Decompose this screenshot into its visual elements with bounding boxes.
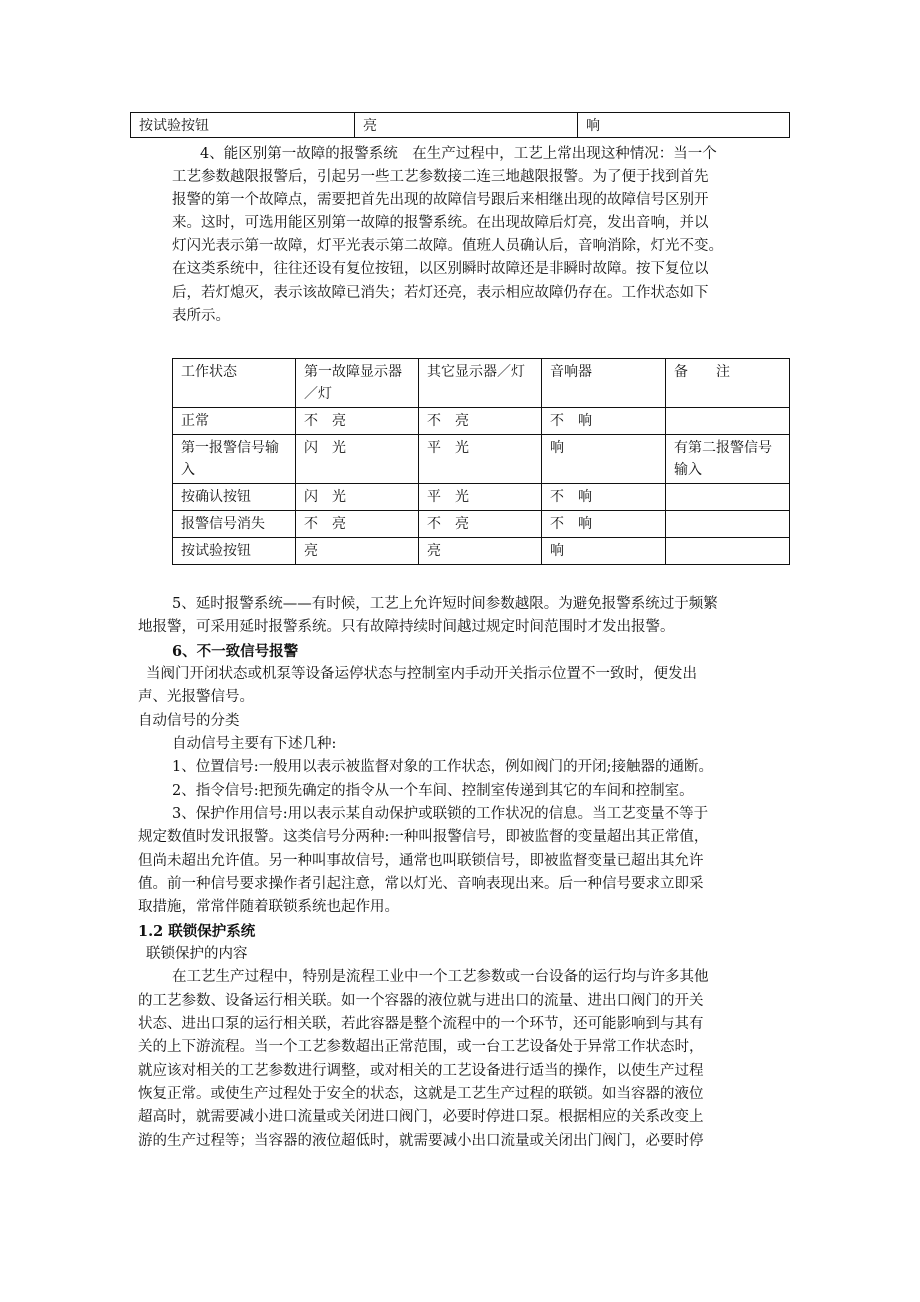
table-cell: 不 亮: [296, 408, 419, 435]
para4-line: 后，若灯熄灭，表示该故障已消失；若灯还亮，表示相应故障仍存在。工作状态如下: [172, 285, 709, 301]
table-row: [173, 511, 790, 538]
table-cell: 不 响: [542, 511, 666, 538]
heading-6: 6、不一致信号报警: [172, 643, 299, 660]
table-cell: 亮: [419, 538, 542, 565]
para5-line: 5、延时报警系统——有时候，工艺上允许短时间参数越限。为避免报警系统过于频繁: [172, 596, 718, 612]
auto-signal-intro: 自动信号主要有下述几种:: [172, 736, 337, 752]
table-row: [173, 484, 790, 511]
table-cell: [666, 408, 790, 435]
table-cell: 响: [578, 113, 790, 138]
para4-line: 灯闪光表示第一故障，灯平光表示第二故障。值班人员确认后，音响消除，灯光不变。: [172, 238, 723, 254]
table-cell: 亮: [355, 113, 578, 138]
para-last-line: 游的生产过程等；当容器的液位超低时，就需要减小出口流量或关闭出门阀门，必要时停: [138, 1133, 704, 1149]
item3-line: 3、保护作用信号:用以表示某自动保护或联锁的工作状况的信息。当工艺变量不等于: [172, 806, 709, 822]
table-cell: 按试验按钮: [131, 113, 355, 138]
table-cell: [666, 538, 790, 565]
item3-line: 值。前一种信号要求操作者引起注意，常以灯光、音响表现出来。后一种信号要求立即采: [138, 876, 704, 892]
table-row: [173, 408, 790, 435]
header-cell: 备 注: [666, 359, 790, 408]
table-cell: 报警信号消失: [173, 511, 296, 538]
table-cell: 正常: [173, 408, 296, 435]
table-cell: 不 亮: [296, 511, 419, 538]
para-last-line: 恢复正常。或使生产过程处于安全的状态，这就是工艺生产过程的联锁。如当容器的液位: [138, 1086, 704, 1102]
table-cell: 按试验按钮: [173, 538, 296, 565]
table-cell: 闪 光: [296, 435, 419, 484]
para5-line: 地报警，可采用延时报警系统。只有故障持续时间越过规定时间范围时才发出报警。: [138, 619, 675, 635]
sub-heading: 联锁保护的内容: [146, 946, 248, 962]
para-last-line: 超高时，就需要减小进口流量或关闭进口阀门，必要时停进口泵。根据相应的关系改变上: [138, 1109, 704, 1125]
item3-line: 但尚未超出允许值。另一种叫事故信号，通常也叫联锁信号，即被监督变量已超出其允许: [138, 853, 704, 869]
header-cell: 音响器: [542, 359, 666, 408]
table-cell: [666, 484, 790, 511]
table-cell: 有第二报警信号输入: [666, 435, 790, 484]
table-cell: 平 光: [419, 435, 542, 484]
table-cell: 亮: [296, 538, 419, 565]
item3-line: 规定数值时发讯报警。这类信号分两种:一种叫报警信号，即被监督的变量超出其正常值，: [138, 829, 709, 845]
table-cell: 按确认按钮: [173, 484, 296, 511]
para4-line: 来。这时，可选用能区别第一故障的报警系统。在出现故障后灯亮，发出音响，并以: [172, 215, 709, 231]
table-cell: 平 光: [419, 484, 542, 511]
top-table: [130, 112, 790, 138]
header-cell: 第一故障显示器／灯: [296, 359, 419, 408]
table-cell: 不 响: [542, 484, 666, 511]
section-heading: 1.2 联锁保护系统: [138, 923, 256, 940]
table-cell: 响: [542, 435, 666, 484]
para4-line: 在这类系统中，往往还设有复位按钮，以区别瞬时故障还是非瞬时故障。按下复位以: [172, 261, 709, 277]
item3-line: 取措施，常常伴随着联锁系统也起作用。: [138, 899, 399, 915]
list-item: 1、位置信号:一般用以表示被监督对象的工作状态，例如阀门的开闭;接触器的通断。: [172, 759, 713, 775]
table-cell: 第一报警信号输入: [173, 435, 296, 484]
para6-line: 声、光报警信号。: [138, 689, 254, 705]
table-row: [131, 113, 790, 138]
table-row: [173, 538, 790, 565]
para-last-line: 就应该对相关的工艺参数进行调整，或对相关的工艺设备进行适当的操作，以使生产过程: [138, 1063, 704, 1079]
table-cell: 不 响: [542, 408, 666, 435]
state-table: [172, 358, 790, 565]
para-last-line: 在工艺生产过程中，特别是流程工业中一个工艺参数或一台设备的运行均与许多其他: [172, 969, 709, 985]
para-last-line: 关的上下游流程。当一个工艺参数超出正常范围，或一台工艺设备处于异常工作状态时，: [138, 1039, 704, 1055]
table-cell: 闪 光: [296, 484, 419, 511]
para4-line: 报警的第一个故障点，需要把首先出现的故障信号跟后来相继出现的故障信号区别开: [172, 192, 709, 208]
para4-line: 工艺参数越限报警后，引起另一些工艺参数接二连三地越限报警。为了便于找到首先: [172, 169, 709, 185]
header-cell: 其它显示器／灯: [419, 359, 542, 408]
para-last-line: 的工艺参数、设备运行相关联。如一个容器的液位就与进出口的流量、进出口阀门的开关: [138, 993, 704, 1009]
para4-line: 表所示。: [172, 308, 230, 324]
table-row: [173, 435, 790, 484]
table-header-row: [173, 359, 790, 408]
para4-line: 4、能区别第一故障的报警系统 在生产过程中，工艺上常出现这种情况：当一个: [200, 146, 717, 162]
list-item: 2、指令信号:把预先确定的指令从一个车间、控制室传递到其它的车间和控制室。: [172, 783, 694, 799]
para-last-line: 状态、进出口泵的运行相关联，若此容器是整个流程中的一个环节，还可能影响到与其有: [138, 1016, 704, 1032]
auto-signal-heading: 自动信号的分类: [138, 713, 240, 729]
table-cell: 不 亮: [419, 408, 542, 435]
table-cell: 响: [542, 538, 666, 565]
para6-line: 当阀门开闭状态或机泵等设备运停状态与控制室内手动开关指示位置不一致时，便发出: [146, 666, 697, 682]
table-cell: [666, 511, 790, 538]
table-cell: 不 亮: [419, 511, 542, 538]
header-cell: 工作状态: [173, 359, 296, 408]
